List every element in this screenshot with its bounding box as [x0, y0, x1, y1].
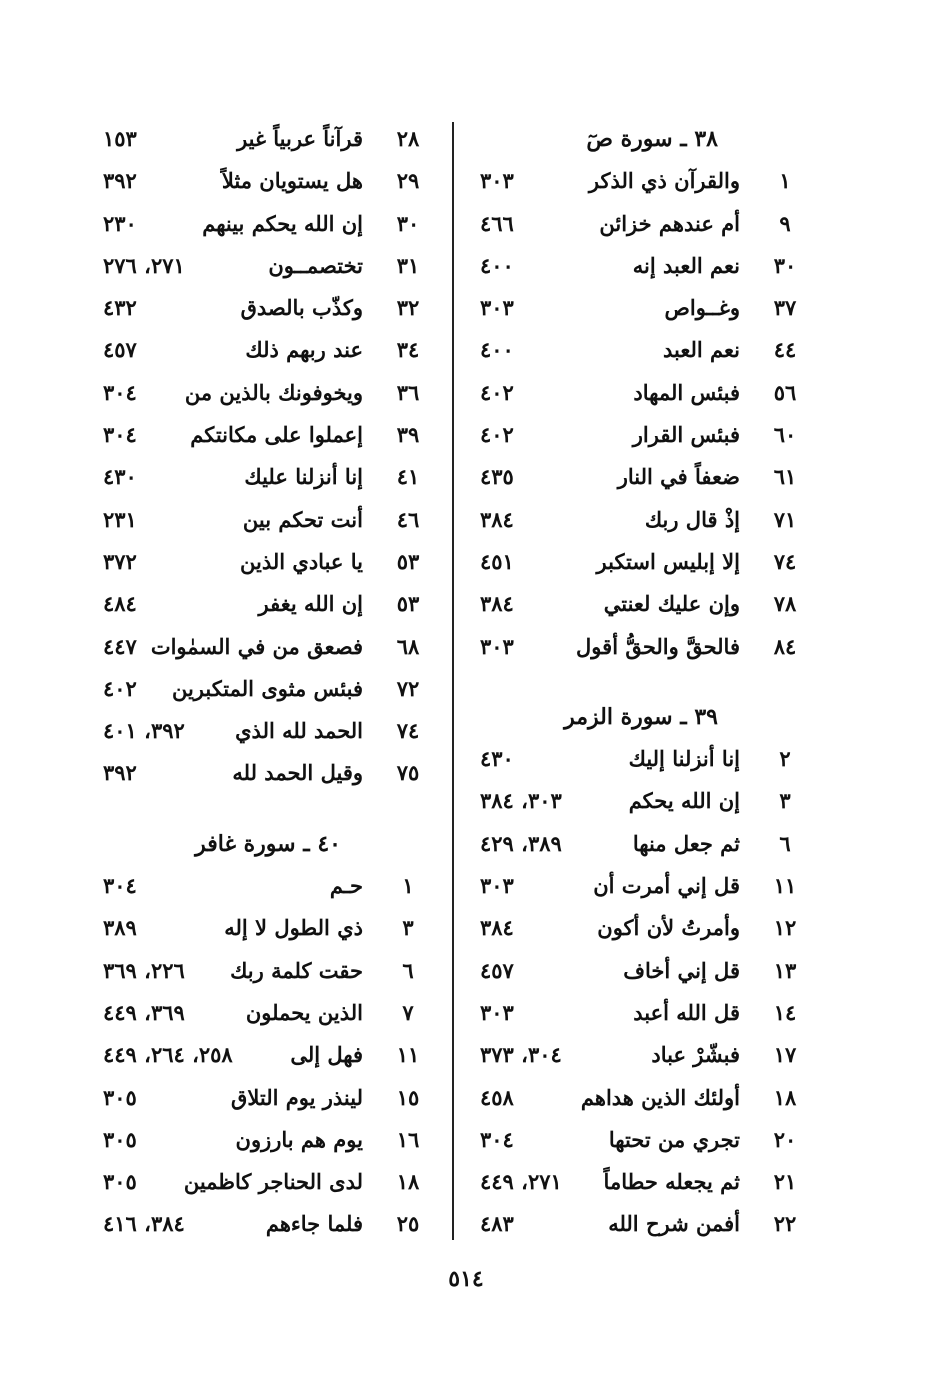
- surah-title: ٤٠ ـ سورة غافر: [195, 830, 341, 857]
- page-references: ٤٣٠: [103, 464, 137, 490]
- verse-number: ٣٧: [773, 295, 797, 321]
- index-entry: [480, 287, 810, 329]
- verse-phrase: أولئك الذين هداهم: [580, 1084, 740, 1110]
- verse-number: ٦٨: [396, 633, 420, 659]
- verse-number: ٥٣: [396, 548, 420, 574]
- index-entry: [480, 203, 810, 245]
- section-gap: [103, 795, 433, 823]
- page-references: ٣٠٤: [103, 873, 137, 899]
- verse-number: ٦: [779, 830, 791, 856]
- verse-phrase: ثم يجعله حطاماً: [603, 1169, 740, 1195]
- verse-phrase: إن الله يحكم: [628, 788, 740, 814]
- verse-number: ١٢: [773, 915, 797, 941]
- index-entry: [103, 329, 433, 371]
- verse-number: ١٨: [773, 1084, 797, 1110]
- page-references: ٤٠٢: [103, 675, 137, 701]
- page-references: ٤٥١: [480, 548, 514, 574]
- index-entry: [480, 456, 810, 498]
- verse-number: ٢١: [773, 1169, 797, 1195]
- verse-phrase: قل إني أخاف: [623, 957, 740, 983]
- page-references: ٣٠٤: [480, 1126, 514, 1152]
- index-entry: [480, 1119, 810, 1161]
- index-entry: [103, 203, 433, 245]
- index-entry: [103, 1034, 433, 1076]
- page-references: ٣٠٤: [103, 379, 137, 405]
- verse-phrase: وغــواص: [664, 295, 740, 321]
- verse-number: ١١: [773, 873, 797, 899]
- index-entry: [480, 372, 810, 414]
- page-references: ٤٤٧: [103, 633, 137, 659]
- page-references: ٤٦٦: [480, 210, 514, 236]
- verse-phrase: قل الله أعبد: [633, 999, 740, 1025]
- index-entry: [480, 1203, 810, 1245]
- left-column: [103, 118, 433, 1246]
- page-references: ٤٨٤: [103, 591, 137, 617]
- verse-phrase: إنا أنزلنا عليك: [244, 464, 363, 490]
- verse-phrase: حقت كلمة ربك: [230, 957, 363, 983]
- index-entry: [103, 118, 433, 160]
- verse-number: ١٦: [396, 1126, 420, 1152]
- page-references: ٣٩٢: [103, 168, 137, 194]
- index-entry: [103, 456, 433, 498]
- page-references: ٣٠٤، ٣٧٣: [480, 1042, 562, 1068]
- index-entry: [480, 1077, 810, 1119]
- index-entry: [103, 372, 433, 414]
- verse-phrase: تختصمــون: [268, 252, 363, 278]
- verse-phrase: قل إني أمرت أن: [593, 873, 740, 899]
- verse-phrase: أنت تحكم بين: [242, 506, 363, 532]
- index-entry: [103, 668, 433, 710]
- page-references: ٣٠٣: [480, 168, 514, 194]
- verse-phrase: والقرآن ذي الذكر: [588, 168, 740, 194]
- index-entry: [480, 583, 810, 625]
- index-entry: [103, 414, 433, 456]
- verse-number: ٢٢: [773, 1211, 797, 1237]
- verse-number: ١١: [396, 1042, 420, 1068]
- verse-phrase: فهل إلى: [290, 1042, 363, 1068]
- surah-header: [480, 696, 810, 738]
- verse-phrase: إن الله يغفر: [258, 591, 363, 617]
- page-references: ٣٠٥: [103, 1084, 137, 1110]
- page-references: ٤٨٣: [480, 1211, 514, 1237]
- verse-phrase: هل يستويان مثلاً: [221, 168, 363, 194]
- surah-header: [103, 823, 433, 865]
- verse-phrase: قرآناً عربياً غير: [237, 126, 363, 151]
- verse-number: ٢٨: [396, 126, 420, 151]
- page-references: ٤٣٥: [480, 464, 514, 490]
- page-references: ٤٠٠: [480, 337, 514, 363]
- index-entry: [103, 710, 433, 752]
- page-references: ٣٠٣، ٣٨٤: [480, 788, 562, 814]
- page-references: ٣٠٤: [103, 422, 137, 448]
- index-entry: [480, 907, 810, 949]
- index-entry: [103, 499, 433, 541]
- surah-header: [480, 118, 810, 160]
- page-references: ٤٣٢: [103, 295, 137, 321]
- page-references: ٣٨٤: [480, 915, 514, 941]
- verse-number: ٢٥: [396, 1211, 420, 1237]
- surah-title: ٣٨ ـ سورة صٓ: [586, 126, 718, 152]
- index-entry: [103, 160, 433, 202]
- index-entry: [103, 1161, 433, 1203]
- verse-number: ١٨: [396, 1169, 420, 1195]
- verse-phrase: إلا إبليس استكبر: [596, 548, 740, 574]
- verse-phrase: تجري من تحتها: [608, 1126, 740, 1152]
- index-entry: [480, 245, 810, 287]
- verse-number: ٥٦: [773, 379, 797, 405]
- page-references: ٢٧١، ٤٤٩: [480, 1169, 562, 1195]
- index-entry: [103, 992, 433, 1034]
- page-references: ٣٩٢، ٤٠١: [103, 718, 185, 744]
- page-references: ٣٨٩، ٤٢٩: [480, 830, 562, 856]
- index-entry: [480, 992, 810, 1034]
- verse-phrase: فبئس القرار: [632, 422, 740, 448]
- verse-number: ٩: [779, 210, 791, 236]
- index-entry: [103, 865, 433, 907]
- verse-number: ٧٨: [773, 591, 797, 617]
- index-entry: [103, 541, 433, 583]
- page-references: ٣٧٢: [103, 548, 137, 574]
- verse-phrase: ثم جعل منها: [632, 830, 740, 856]
- verse-number: ٧٤: [396, 718, 420, 744]
- verse-phrase: فبئس المهاد: [633, 379, 740, 405]
- verse-number: ٣٠: [773, 252, 797, 278]
- verse-number: ٣٠: [396, 210, 420, 236]
- verse-number: ١٥: [396, 1084, 420, 1110]
- verse-number: ٣١: [396, 252, 420, 278]
- verse-number: ٣٦: [396, 379, 420, 405]
- index-entry: [480, 329, 810, 371]
- verse-phrase: وقيل الحمد لله: [232, 760, 363, 786]
- verse-phrase: أم عندهم خزائن: [599, 210, 740, 236]
- verse-phrase: إعملوا على مكانتكم: [190, 422, 363, 448]
- index-entry: [480, 541, 810, 583]
- page-references: ٤٠٢: [480, 379, 514, 405]
- verse-phrase: نعم العبد: [663, 337, 740, 363]
- index-entry: [480, 160, 810, 202]
- page-references: ٣٦٩، ٤٤٩: [103, 999, 185, 1025]
- verse-number: ١: [402, 873, 414, 899]
- page-references: ٢٢٦، ٣٦٩: [103, 957, 185, 983]
- verse-phrase: عند ربهم ذلك: [245, 337, 363, 363]
- page-references: ٣٨٤: [480, 506, 514, 532]
- verse-number: ٨٤: [773, 633, 797, 659]
- verse-number: ٤٦: [396, 506, 420, 532]
- verse-number: ٦: [402, 957, 414, 983]
- section-gap: [480, 668, 810, 696]
- page-references: ٣٠٥: [103, 1126, 137, 1152]
- page-references: ٣٨٩: [103, 915, 137, 941]
- index-entry: [480, 414, 810, 456]
- verse-phrase: فبشّرْ عباد: [651, 1042, 740, 1068]
- index-entry: [103, 950, 433, 992]
- index-entry: [480, 738, 810, 780]
- verse-number: ٧٤: [773, 548, 797, 574]
- index-entry: [480, 499, 810, 541]
- page-references: ٣٠٣: [480, 873, 514, 899]
- verse-phrase: فالحقَّ والحقُّ أقول: [576, 633, 740, 659]
- verse-phrase: وكذّب بالصدق: [240, 295, 363, 321]
- index-entry: [480, 950, 810, 992]
- verse-number: ٧٢: [396, 675, 420, 701]
- verse-phrase: وأمرتُ لأن أكون: [597, 915, 740, 941]
- verse-number: ٤١: [396, 464, 420, 490]
- index-entry: [480, 626, 810, 668]
- index-entry: [103, 583, 433, 625]
- page-references: ٤٠٠: [480, 252, 514, 278]
- page-references: ٣٨٤، ٤١٦: [103, 1211, 185, 1237]
- verse-number: ٢: [779, 746, 791, 772]
- page-references: ٤٣٠: [480, 746, 514, 772]
- verse-phrase: ويخوفونك بالذين من: [184, 379, 363, 405]
- verse-number: ٤٤: [773, 337, 797, 363]
- verse-number: ٣: [402, 915, 414, 941]
- verse-phrase: يا عبادي الذين: [239, 548, 363, 574]
- verse-phrase: ذي الطول لا إله: [224, 915, 363, 941]
- verse-phrase: لينذر يوم التلاق: [231, 1084, 363, 1110]
- verse-phrase: فلما جاءهم: [265, 1211, 363, 1237]
- column-divider: [452, 122, 454, 1240]
- page-references: ١٥٣: [103, 126, 137, 151]
- page-references: ٣٠٣: [480, 295, 514, 321]
- surah-title: ٣٩ ـ سورة الزمر: [564, 703, 718, 730]
- verse-number: ١٣: [773, 957, 797, 983]
- verse-number: ١٤: [773, 999, 797, 1025]
- index-entry: [480, 1161, 810, 1203]
- index-entry: [103, 287, 433, 329]
- verse-number: ٧: [402, 999, 414, 1025]
- verse-phrase: فصعق من في السمٰوات: [150, 633, 363, 659]
- index-entry: [480, 865, 810, 907]
- page-references: ٢٧١، ٢٧٦: [103, 252, 185, 278]
- index-entry: [103, 626, 433, 668]
- verse-phrase: إنا أنزلنا إليك: [628, 746, 740, 772]
- verse-phrase: أفمن شرح الله: [608, 1211, 740, 1237]
- page-references: ٢٣١: [103, 506, 137, 532]
- page-references: ٤٠٢: [480, 422, 514, 448]
- page-references: ٣٠٣: [480, 999, 514, 1025]
- verse-number: ٦٠: [773, 422, 797, 448]
- verse-number: ١٧: [773, 1042, 797, 1068]
- verse-phrase: لدى الحناجر كاظمين: [183, 1169, 363, 1195]
- index-entry: [103, 1119, 433, 1161]
- verse-phrase: نعم العبد إنه: [632, 252, 740, 278]
- verse-number: ٢٩: [396, 168, 420, 194]
- page-references: ٣٠٣: [480, 633, 514, 659]
- index-entry: [480, 780, 810, 822]
- verse-number: ٣: [779, 788, 791, 814]
- verse-phrase: ضعفاً في النار: [617, 464, 740, 490]
- verse-phrase: فبئس مثوى المتكبرين: [171, 675, 363, 701]
- page-references: ٢٣٠: [103, 210, 137, 236]
- index-entry: [480, 823, 810, 865]
- verse-number: ٥٣: [396, 591, 420, 617]
- verse-number: ٧١: [773, 506, 797, 532]
- verse-phrase: حـم: [329, 873, 363, 899]
- right-column: [480, 118, 810, 1246]
- verse-number: ٧٥: [396, 760, 420, 786]
- page-references: ٤٥٨: [480, 1084, 514, 1110]
- page-references: ٢٥٨، ٢٦٤، ٤٤٩: [103, 1042, 233, 1068]
- page-references: ٤٥٧: [480, 957, 514, 983]
- index-entry: [480, 1034, 810, 1076]
- verse-number: ٣٢: [396, 295, 420, 321]
- page-references: ٣٠٥: [103, 1169, 137, 1195]
- verse-number: ٣٤: [396, 337, 420, 363]
- verse-phrase: الذين يحملون: [245, 999, 363, 1025]
- index-entry: [103, 1203, 433, 1245]
- verse-phrase: إذْ قال ربك: [644, 506, 740, 532]
- verse-number: ٢٠: [773, 1126, 797, 1152]
- index-entry: [103, 245, 433, 287]
- verse-number: ٣٩: [396, 422, 420, 448]
- verse-phrase: وإن عليك لعنتي: [603, 591, 740, 617]
- verse-number: ٦١: [773, 464, 797, 490]
- verse-phrase: الحمد لله الذي: [235, 718, 363, 744]
- page-references: ٤٥٧: [103, 337, 137, 363]
- page-number: ٥١٤: [448, 1266, 484, 1292]
- verse-phrase: يوم هم بارزون: [235, 1126, 363, 1152]
- page-references: ٣٨٤: [480, 591, 514, 617]
- index-entry: [103, 1077, 433, 1119]
- index-entry: [103, 907, 433, 949]
- page-references: ٣٩٢: [103, 760, 137, 786]
- verse-phrase: إن الله يحكم بينهم: [202, 210, 363, 236]
- verse-number: ١: [779, 168, 791, 194]
- index-entry: [103, 752, 433, 794]
